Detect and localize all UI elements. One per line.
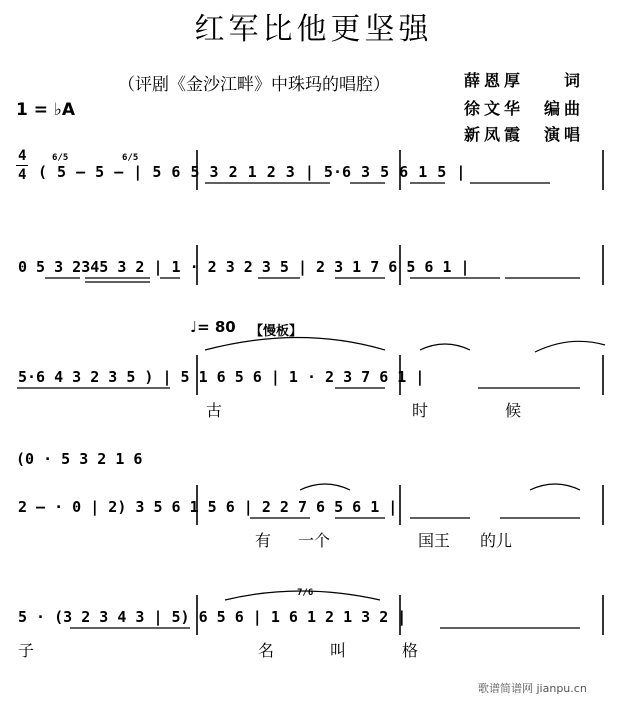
lyric: 叫: [330, 641, 347, 660]
grace-note-1: 6/5: [52, 153, 69, 163]
watermark: 歌谱简谱网 jianpu.cn: [478, 682, 587, 695]
lyric: 古: [206, 401, 223, 420]
lyricist-credit: 薛恩厚 词: [464, 71, 585, 90]
key-signature: 1 = ♭A: [16, 100, 76, 120]
notation-row-1: ( 5 — 5 — | 5 6 5 3 2 1 2 3 | 5·6 3 5 6 1 5 |: [38, 163, 466, 181]
lyric: 子: [18, 641, 35, 660]
notation-row-3: 5·6 4 3 2 3 5 ) | 5 1 6 5 6 | 1 · 2 3 7 6 1 |: [18, 368, 425, 386]
lyric: 有: [255, 531, 272, 550]
grace-note-3: 7/6: [297, 588, 314, 598]
composer-credit: 徐文华 编曲: [464, 99, 585, 118]
notation-row-2: 0 5 3 2345 3 2 | 1 · 2 3 2 3 5 | 2 3 1 7 6 5 6 1 |: [18, 258, 470, 276]
intro-line-4: (0 · 5 3 2 1 6: [16, 450, 143, 468]
lyric: 时: [412, 401, 429, 420]
time-sig-bottom: 4: [18, 167, 27, 183]
lyric: 候: [505, 401, 522, 420]
lyric: 格: [402, 641, 419, 660]
singer-credit: 新凤霞 演唱: [464, 125, 585, 144]
song-subtitle: （评剧《金沙江畔》中珠玛的唱腔）: [118, 75, 390, 95]
notation-row-5: 5 · (3 2 3 4 3 | 5) 6 5 6 | 1 6 1 2 1 3 2 |: [18, 608, 407, 626]
time-sig-top: 4: [18, 148, 27, 164]
grace-note-2: 6/5: [122, 153, 139, 163]
notation-row-4: 2 — · 0 | 2) 3 5 6 1 5 6 | 2 2 7 6 5 6 1 |: [18, 498, 398, 516]
tempo-mark: ♩= 80: [190, 318, 236, 336]
lyric: 国王: [418, 531, 451, 550]
song-title: 红军比他更坚强: [194, 12, 433, 47]
tempo-term: 【慢板】: [250, 324, 303, 339]
lyric: 的儿: [480, 531, 513, 550]
lyric: 一个: [298, 531, 331, 550]
lyric: 名: [258, 641, 275, 660]
